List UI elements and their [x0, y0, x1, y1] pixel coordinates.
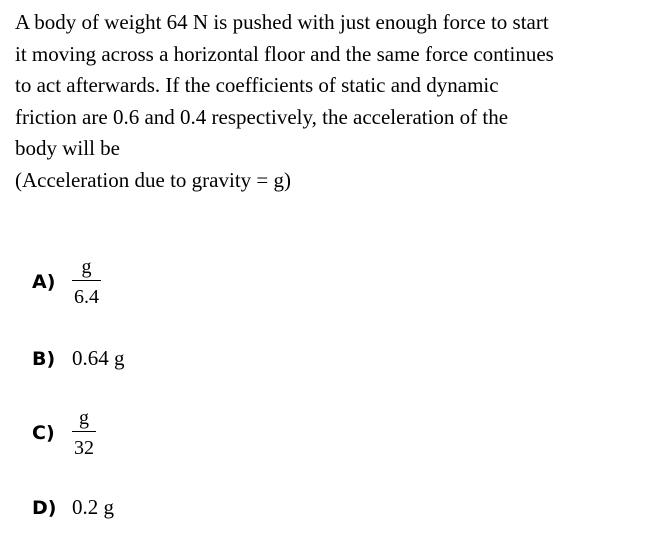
option-a-numerator: g	[81, 256, 92, 278]
question-line: A body of weight 64 N is pushed with just enough force to start	[15, 10, 549, 34]
question-line: body will be	[15, 136, 120, 160]
question-text	[15, 7, 635, 196]
option-b-text: 0.64 g	[72, 346, 125, 370]
option-a-denominator: 6.4	[74, 286, 99, 308]
option-b[interactable]	[32, 346, 125, 371]
option-a[interactable]	[32, 257, 101, 307]
option-c[interactable]	[32, 408, 96, 458]
option-a-label: A)	[32, 271, 56, 293]
option-d[interactable]	[32, 495, 114, 520]
question-note: (Acceleration due to gravity = g)	[15, 167, 291, 192]
option-c-numerator: g	[79, 407, 89, 429]
option-c-label: C)	[32, 422, 55, 444]
option-d-text: 0.2 g	[72, 495, 114, 519]
option-c-denominator: 32	[74, 437, 94, 459]
question-line: to act afterwards. If the coefficients of static and dynamic	[15, 73, 499, 97]
option-d-label: D)	[32, 496, 57, 519]
option-c-fraction	[72, 408, 96, 458]
option-b-label: B)	[32, 347, 56, 370]
question-line: friction are 0.6 and 0.4 respectively, the acceleration of the	[15, 104, 509, 129]
question-line: it moving across a horizontal floor and the same force continues	[15, 41, 554, 66]
option-a-fraction	[72, 257, 101, 307]
